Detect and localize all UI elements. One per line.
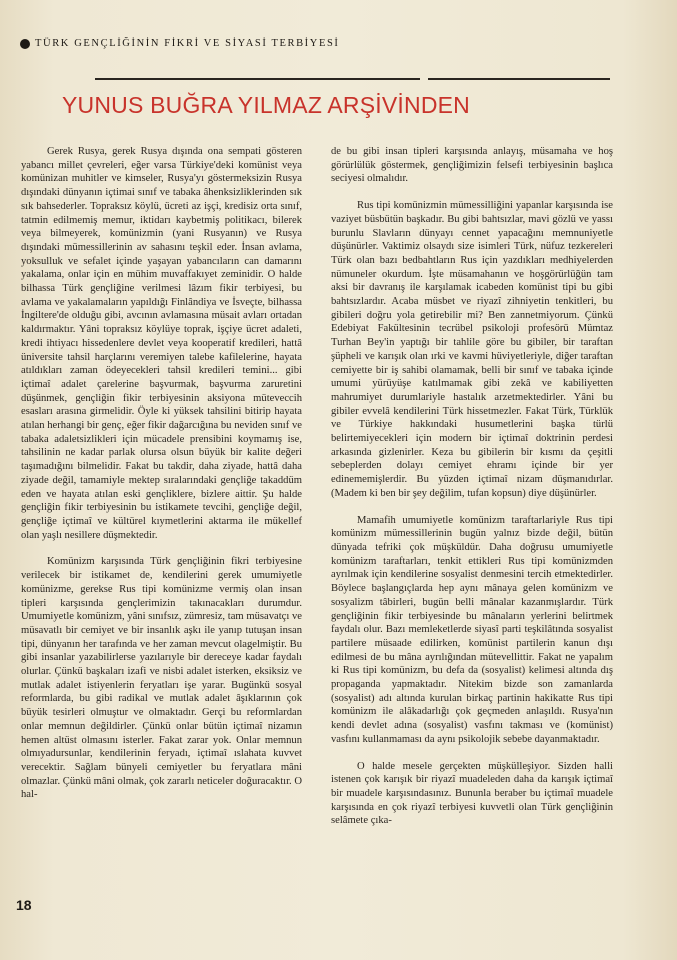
archive-title: YUNUS BUĞRA YILMAZ ARŞİVİNDEN <box>62 92 470 118</box>
header-rule-right <box>428 78 610 80</box>
page-number: 18 <box>16 897 32 913</box>
paragraph: de bu gibi insan tipleri karşısında anlayış, müsamaha ve hoş görürlülük göstermek, gençliğimizin felsefi terbiyesinin başlıca seciyesi olmalıdır. <box>331 146 613 185</box>
paragraph: Mamafih umumiyetle komünizm taraftarlariyle Rus tipi komünizm mümessillerinin bugün yalnız bizde değil, bütün dünyada tefriki çok müşküldür. Daha doğrusu umumiyetle komünizm taraftarları, tenkit ettikleri Rus tipi komünizmden ayrılmak için kendilerine sosyalist denmesini tercih etmektedirler. Böylece başlangıçlarda hep aynı mânaya gelen komünizm ve sosyalizm tâbirleri, bugün belli mânalar kazanmışlardır. Türk gençliğinin fikir terbiyesinde bu mânaların yerlerini belirtmek faydalı olur. Bazı memleketlerde siyasî parti teşkilâtında sosyalist partilere müsaade edilirken, komünist partilerin kanun dışı edilmesi de bu mâna ayrılığından mütevellittir. Fakat ne yapalım ki Rus tipi komünizm, bu defa da (sosyalist) kelimesi altında dış propaganda yapmaktadır. Nitekim bizde son zamanlarda (sosyalist) adı altında kurulan birkaç partinin hakikatte Rus tipi komünizm ile alâkadarlığı çok geçmeden anlaşıldı. Rusya'nın kendi devlet adına (sosyalist) vasfını takması ve (komünist) vasfını kullanmaması da aynı psikolojik sebebe dayanmaktadır. <box>331 514 613 745</box>
bullet-icon <box>20 39 30 49</box>
paragraph: Gerek Rusya, gerek Rusya dışında ona sempati gösteren yabancı millet çevreleri, eğer varsa Türkiye'deki komünist veya komünizan muhitler ve kimseler, Rusya'yı göstermeksizin Rusya dışındaki dünyanın içtimai sınıf ve tabaka âhenksizliklerinden sık sık bahsederler. Topraksız köylü, ücreti az işçi, kredisiz orta sınıf, tatmin edilmemiş memur, iktidarı kaybetmiş politikacı, bilerek veya bilmeyerek, komünizmin (yani Rusyanın) ve Rusya dışındaki mümessillerinin av sahasını teşkil eder. İnsan avlama, yoksulluk ve sefalet içinde yaşayan yabancıların can damarını yakalama, onlar için en mühim muvaffakıyet zeminidir. O halde bilhassa Türk gençliğine verilmesi lâzım fikir terbiyesi, bu avlama ve yakalamaların yapıldığı Finlândiya ve İsveçte, bilhassa İngiltere'de olduğu gibi, avcının avlamasına müsait avları ortadan kaldırmaktır. Yâni topraksız köylüye toprak, işçiye ücret adaleti, kredi ihtiyacı hissedenlere devlet veya kooperatif kredileri, hattâ üniversite tahsil harçlarını veremiyen talebe kafilelerine, hayata atıldıkları zaman ödeyecekleri tahsil kredileri temini... gibi içtimaî adalet çarelerine başvurmak, başvurma zaruretini düşünmek, gençliğin fikir terbiyesinin aksiyona müteveccih esasları arasına girmelidir. Öyle ki yüksek tahsilini bitirip hayata atılan herhangi bir genç, eğer fikir dağarcığına bu neviden sınıf ve tabaka adaletsizlikleri için mücadele prensibini koymamış ise, tahsilinin ne kadar parlak olursa olsun büyük bir kalite değeri taşımadığını bilmelidir. Fakat bu takdir, daha ziyade, hattâ daha ziyade değil, tamamiyle mektep sıralarındaki gençliğe takaddüm eden ve hayata atılan eski gençliklere, bizlere aittir. Şu halde gençliğin fikir terbiyesinin bu istikamete tevcihi, gençliğe değil, gençliğe içtimaî ve kültürel kıymetlerini aktarma ile mükellef olan yaşlı nesillere düşmektedir. <box>21 146 302 541</box>
running-title: TÜRK GENÇLİĞİNİN FİKRİ VE SİYASİ TERBİYESİ <box>35 38 340 49</box>
left-column <box>21 145 302 815</box>
paragraph: Rus tipi komünizmin mümessilliğini yapanlar karşısında ise vaziyet büsbütün başkadır. Bu gibi bahtsızlar, mavi gözlü ve yassı burunlu Slavların dünyayı cennet yapacağını memnuniyetle düşünürler. Vaktimiz olsaydı size isimleri Türk, nüfuz tezkereleri Türk olan bazı bedbahtların Rus için yazdıkları medhiyelerden nümuneler okurdum. İşte müsamahanın ve hoşgörürlüğün tam aksi bir davranış ile karşılamak icabeden komünist tipi bu gibi bahtsızlardır. Acaba müsbet ve riyazî zihniyetin tenkitleri, bu gibileri doğru yola getirebilir mi? Ben zannetmiyorum. Çünkü Edebiyat Fakültesinin tecrübel psikoloji profesörü Mümtaz Turhan Bey'in yaptığı bir tahlile göre bu gibiler, bir taraftan şüpheli ve karışık olan ırki ve kavmi hüviyetleriyle, diğer taraftan cemiyette bir iş sahibi olamamak, belli bir sınıf ve tabaka içinde umumi yürüyüşe katılmamak gibi zekâ ve kabiliyetten mahrumiyet durumlariyle hastalık arzetmektedirler. Yâni bu gibiler evvelâ kendilerini Türk hissetmezler. Fakat Türk, Türklük ve Türkiye hakkındaki husumetlerini başka türlü belirtemiyecekleri için modern bir içtimaî doktrinin perdesi arkasında gizlenirler. Keza bu gibilerin bir kısmı da çeşitli sebeplerden dolayı cemiyet ehramı içinde bir yer edinememişlerdir. Bu yüzden içtimaî nizam düşmanıdırlar. (Madem ki ben bir şey değilim, tufan kopsun) diye düşünürler. <box>331 200 613 499</box>
header-rule-left <box>95 78 420 80</box>
running-header <box>20 38 340 49</box>
paragraph: O halde mesele gerçekten müşkülleşiyor. Sizden halli istenen çok karışık bir riyazî muadeleden daha da karışık içtimaî bir muadele karşısındasınız. Bununla beraber bu içtimaî muadele karşısında en çok riyazî terbiyesi kuvvetli olan Türk gençliğinin selâmete çıka- <box>331 760 613 827</box>
paragraph: Komünizm karşısında Türk gençliğinin fikri terbiyesine verilecek bir istikamet de, kendilerini gerek umumiyetle komünizme, gerekse Rus tipi komünizme vermiş olan insan tipleri karşısında gençlerimizin takınacakları durumdur. Umumiyetle komünizm, yâni sınıfsız, zümresiz, tam müsavatçı ve müsavatlı bir cemiyet ve bir insanlık aşkı ile yanıp tutuşan insan tipi, dünyanın her tarafında ve her zaman mevcut olagelmiştir. Bu gibi insanlar yazabilirlerse yazılarıyle bir dereceye kadar faydalı olurlar. Çünkü başkaları izafi ve nisbi adalet isterken, eksiksiz ve mutlak adalet istiyenlerin feryatları işe yarar. Bugünkü sosyal reformlarda, bu gibi radikal ve mutlak adalet âşıklarının çok büyük tesirleri olmuştur ve olmaktadır. Gerçi bu reformlardan onlar memnun değildirler. Çünkü onlar bütün içtimaî nizamın hemen altüst olmasını isterler. Fakat zarar yok. Onlar memnun olmıyadursunlar, kendilerinin feryadı, içtimaî ıslahata kuvvet verecektir. Sağlam bünyeli cemiyetler bu feryatlara mâni olmazlar. Çünkü mâni olmak, çok zararlı neticeler doğuracaktır. O hal- <box>21 556 302 801</box>
right-column <box>331 145 613 841</box>
